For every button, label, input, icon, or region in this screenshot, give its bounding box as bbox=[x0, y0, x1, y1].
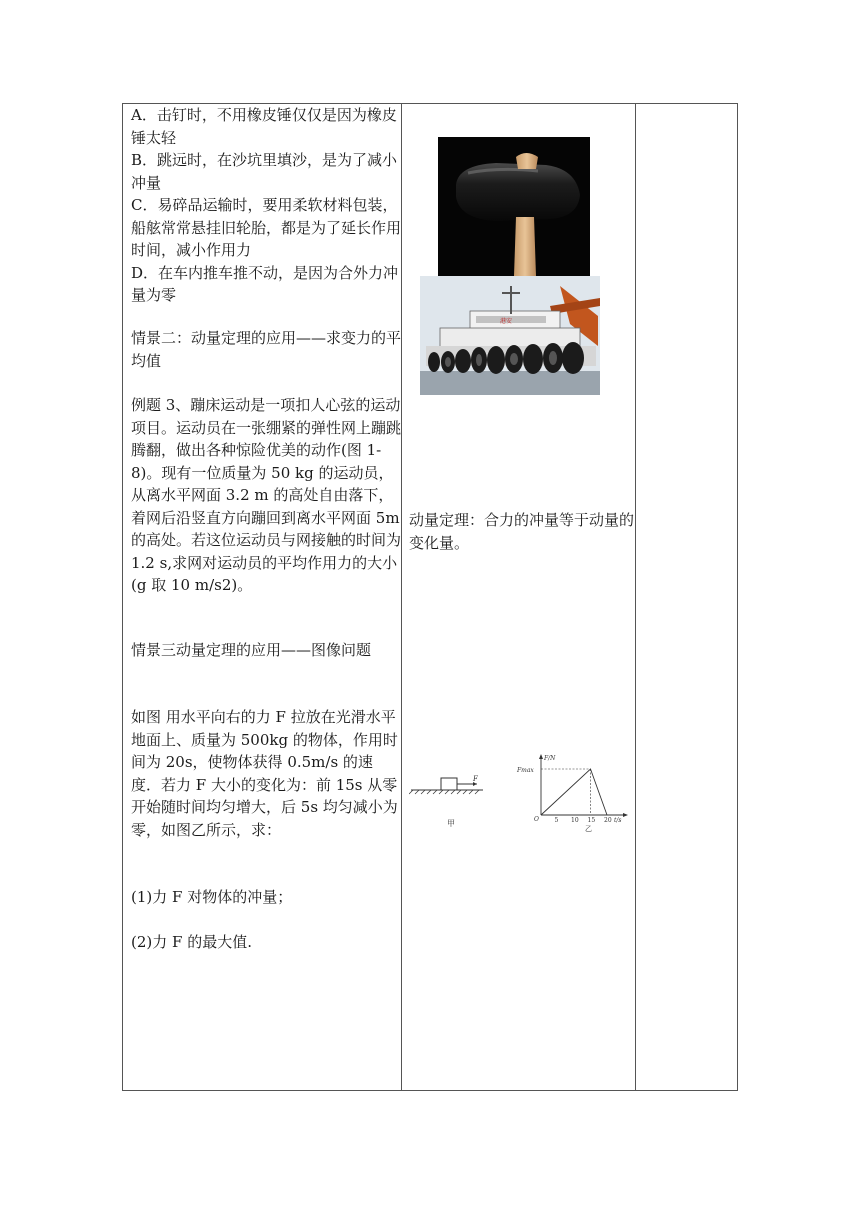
x-axis-arrow bbox=[623, 813, 628, 817]
example-3: 例题 3、蹦床运动是一项扣人心弦的运动项目。运动员在一张绷紧的弹性网上蹦跳腾翻，做出各种惊险优美的动作(图 1-8)。现有一位质量为 50 kg 的运动员，从离水平网面 3.2 m 的高处自由落下，着网后沿竖直方向蹦回到离水平网面 5m 的高处。若这位运动员与网接触的时间为 1.2 s,求网对运动员的平均作用力的大小(g 取 10 m/s2)。 bbox=[131, 396, 402, 594]
option-b: B．跳远时，在沙坑里填沙，是为了减小冲量 bbox=[131, 151, 398, 192]
question-2: (2)力 F 的最大值. bbox=[131, 933, 252, 951]
question-1: (1)力 F 对物体的冲量； bbox=[131, 888, 293, 906]
option-c: C．易碎品运输时，要用柔软材料包装，船舷常常悬挂旧轮胎，都是为了延长作用时间，减小作用力 bbox=[131, 196, 402, 259]
x-tick-label-10: 10 bbox=[571, 817, 579, 824]
column-divider-2 bbox=[635, 104, 636, 1090]
force-time-line bbox=[541, 769, 607, 815]
column-divider-1 bbox=[401, 104, 402, 1090]
caption-yi: 乙 bbox=[585, 825, 592, 833]
x-tick-label-15: 15 bbox=[587, 817, 596, 824]
scenario-3-heading: 情景三动量定理的应用——图像问题 bbox=[131, 641, 372, 659]
momentum-theorem-text: 动量定理：合力的冲量等于动量的变化量。 bbox=[409, 511, 635, 552]
figure-yi-force-time-graph bbox=[513, 749, 633, 839]
x-axis-label: t/s bbox=[614, 817, 622, 824]
y-axis-arrow bbox=[539, 754, 543, 759]
figure-jia bbox=[409, 756, 499, 836]
option-a: A．击钉时，不用橡皮锤仅仅是因为橡皮锤太轻 bbox=[131, 106, 397, 147]
y-axis-label: F/N bbox=[544, 755, 556, 762]
ship-with-tires-photo bbox=[420, 276, 600, 395]
scenario-2-heading: 情景二：动量定理的应用——求变力的平均值 bbox=[131, 329, 402, 370]
ship-sign-text: 港安 bbox=[500, 318, 513, 325]
caption-jia: 甲 bbox=[447, 819, 455, 828]
rubber-hammer-photo bbox=[438, 137, 590, 276]
problem-text: 如图 用水平向右的力 F 拉放在光滑水平地面上、质量为 500kg 的物体，作用时间为 20s，使物体获得 0.5m/s 的速度．若力 F 大小的变化为：前 15s 从零开始随时间均匀增大，后 5s 均匀减小为零，如图乙所示，求： bbox=[131, 708, 398, 839]
x-tick-label-5: 5 bbox=[554, 817, 559, 824]
x-tick-label-20: 20 bbox=[604, 817, 612, 824]
lesson-table bbox=[122, 103, 738, 1091]
option-d: D．在车内推车推不动，是因为合外力冲量为零 bbox=[131, 263, 399, 304]
force-label: F bbox=[473, 775, 478, 783]
fmax-label: Fmax bbox=[517, 767, 534, 774]
origin-label: O bbox=[534, 816, 539, 823]
